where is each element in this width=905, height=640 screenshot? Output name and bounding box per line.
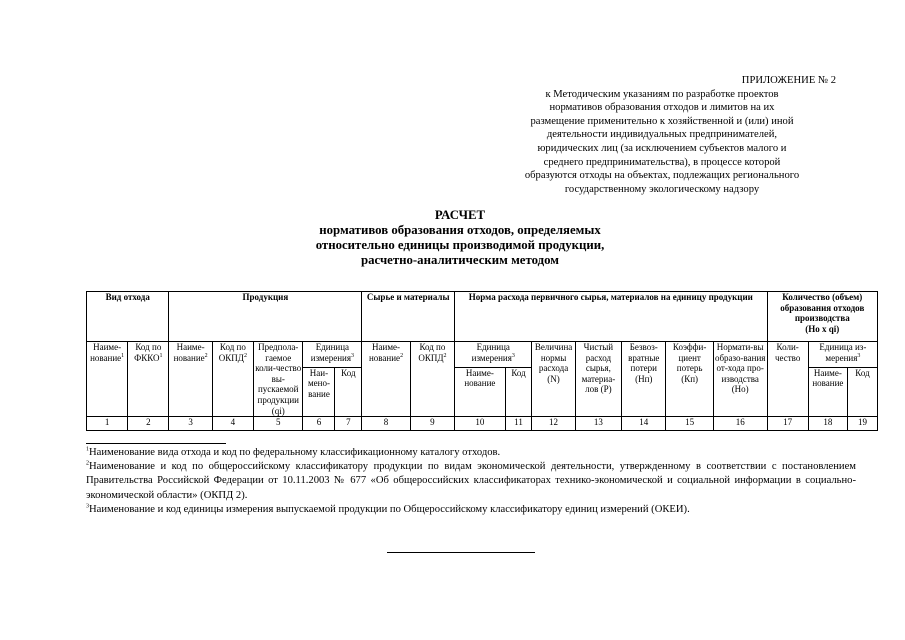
appendix-line: деятельности индивидуальных предпринимателей, xyxy=(546,129,778,141)
footnote-1: $^1$Наименование вида отхода и код по федеральному классификационному каталогу отходов. xyxy=(86,446,501,458)
appendix-block xyxy=(437,74,837,196)
header-waste-type: Вид отхода xyxy=(87,292,169,342)
column-number: 5 xyxy=(254,417,303,431)
col-fkko-code: Код по ФККО$^1$ xyxy=(128,342,169,417)
header-quantity-text: Количество (объем) образования отходов производства xyxy=(780,292,865,324)
header-raw-materials: Сырье и материалы xyxy=(362,292,455,342)
title-line: расчетно-аналитическим методом xyxy=(361,253,559,267)
column-number: 13 xyxy=(575,417,621,431)
col-norm-unit-name: Наиме-нование xyxy=(455,367,506,416)
title-line: РАСЧЕТ xyxy=(434,208,486,222)
appendix-line: среднего предпринимательства), в процессе которой xyxy=(543,156,781,168)
appendix-line: к Методическим указаниям по разработке проектов xyxy=(545,88,779,100)
title-line: нормативов образования отходов, определяемых xyxy=(319,223,601,237)
col-quantity-unit-code: Код xyxy=(847,367,877,416)
column-number: 8 xyxy=(362,417,410,431)
column-number: 12 xyxy=(532,417,575,431)
column-number: 1 xyxy=(87,417,128,431)
footnotes xyxy=(86,446,856,517)
appendix-heading: ПРИЛОЖЕНИЕ № 2 xyxy=(741,75,836,86)
footnote-2: $^2$Наименование и код по общероссийскому классификатору продукции по видам экономической деятельности, утвержденному в соответствии с постановлением Правительства Российской Федерации от 10.11.2003 № 677 «Об общероссийских классификаторах технико-экономической и социальной информации в социально-экономической области» (ОКПД 2). xyxy=(86,460,856,501)
col-waste-norm: Нормати-вы образо-вания от-хода про-изводства (Нo) xyxy=(713,342,767,417)
header-quantity-formula: (Нo х qi) xyxy=(805,323,840,334)
col-product-quantity: Предпола-гаемое коли-чество вы-пускаемой продукции (qi) xyxy=(255,342,302,416)
calculation-table xyxy=(86,291,878,431)
column-number: 19 xyxy=(847,417,877,431)
col-norm-unit-group: Единица измерения$^3$ xyxy=(455,342,532,368)
table-number-row xyxy=(87,417,878,431)
column-number: 7 xyxy=(335,417,362,431)
col-unit-group: Единица измерения$^3$ xyxy=(303,342,362,368)
col-norm-value: Величина нормы расхода (N) xyxy=(532,342,575,417)
appendix-line: государственному экологическому надзору xyxy=(564,183,760,195)
column-number: 14 xyxy=(622,417,666,431)
column-number: 18 xyxy=(808,417,847,431)
col-product-name: Наиме-нование$^2$ xyxy=(169,342,212,417)
column-number: 16 xyxy=(713,417,767,431)
column-number: 9 xyxy=(410,417,454,431)
appendix-line: юридических лиц (за исключением субъектов малого и xyxy=(537,142,787,154)
appendix-line: образуются отходы на объектах, подлежащих регионального xyxy=(524,170,800,182)
col-raw-name: Наиме-нование$^2$ xyxy=(362,342,410,417)
document-title xyxy=(250,208,670,268)
header-norm: Норма расхода первичного сырья, материалов на единицу продукции xyxy=(455,292,767,342)
column-number: 15 xyxy=(666,417,713,431)
col-quantity-unit-group: Единица из-мерения$^3$ xyxy=(808,342,877,368)
column-number: 4 xyxy=(212,417,253,431)
column-number: 3 xyxy=(169,417,212,431)
column-number: 6 xyxy=(303,417,335,431)
col-unit-name: Наи-мено-вание xyxy=(303,367,335,416)
table-group-header-row xyxy=(87,292,878,342)
header-quantity xyxy=(767,292,877,342)
col-quantity-unit-name: Наиме-нование xyxy=(808,367,847,416)
col-loss-coefficient: Коэффи-циент потерь (Кп) xyxy=(666,342,713,417)
appendix-line: размещение применительно к хозяйственной и (или) иной xyxy=(530,115,794,127)
header-product: Продукция xyxy=(169,292,362,342)
col-irrecoverable-losses: Безвоз-вратные потери (Нп) xyxy=(622,342,666,417)
col-norm-unit-code: Код xyxy=(505,367,532,416)
footnote-3: $^3$Наименование и код единицы измерения выпускаемой продукции по Общероссийскому классификатору единиц измерений (ОКЕИ). xyxy=(86,503,690,515)
col-okpd-code: Код по ОКПД$^2$ xyxy=(212,342,253,417)
col-quantity: Коли-чество xyxy=(767,342,808,417)
table-column-header-row xyxy=(87,342,878,368)
title-line: относительно единицы производимой продукции, xyxy=(315,238,605,252)
column-number: 10 xyxy=(455,417,506,431)
column-number: 11 xyxy=(505,417,532,431)
col-net-consumption: Чистый расход сырья, материа-лов (P) xyxy=(575,342,621,417)
appendix-line: нормативов образования отходов и лимитов на их xyxy=(549,102,775,114)
end-divider xyxy=(387,552,535,553)
footnote-divider xyxy=(86,443,226,444)
column-number: 2 xyxy=(128,417,169,431)
column-number: 17 xyxy=(767,417,808,431)
col-raw-okpd-code: Код по ОКПД$^2$ xyxy=(410,342,454,417)
col-unit-code: Код xyxy=(335,367,362,416)
col-waste-name: Наиме-нование$^1$ xyxy=(87,342,128,417)
